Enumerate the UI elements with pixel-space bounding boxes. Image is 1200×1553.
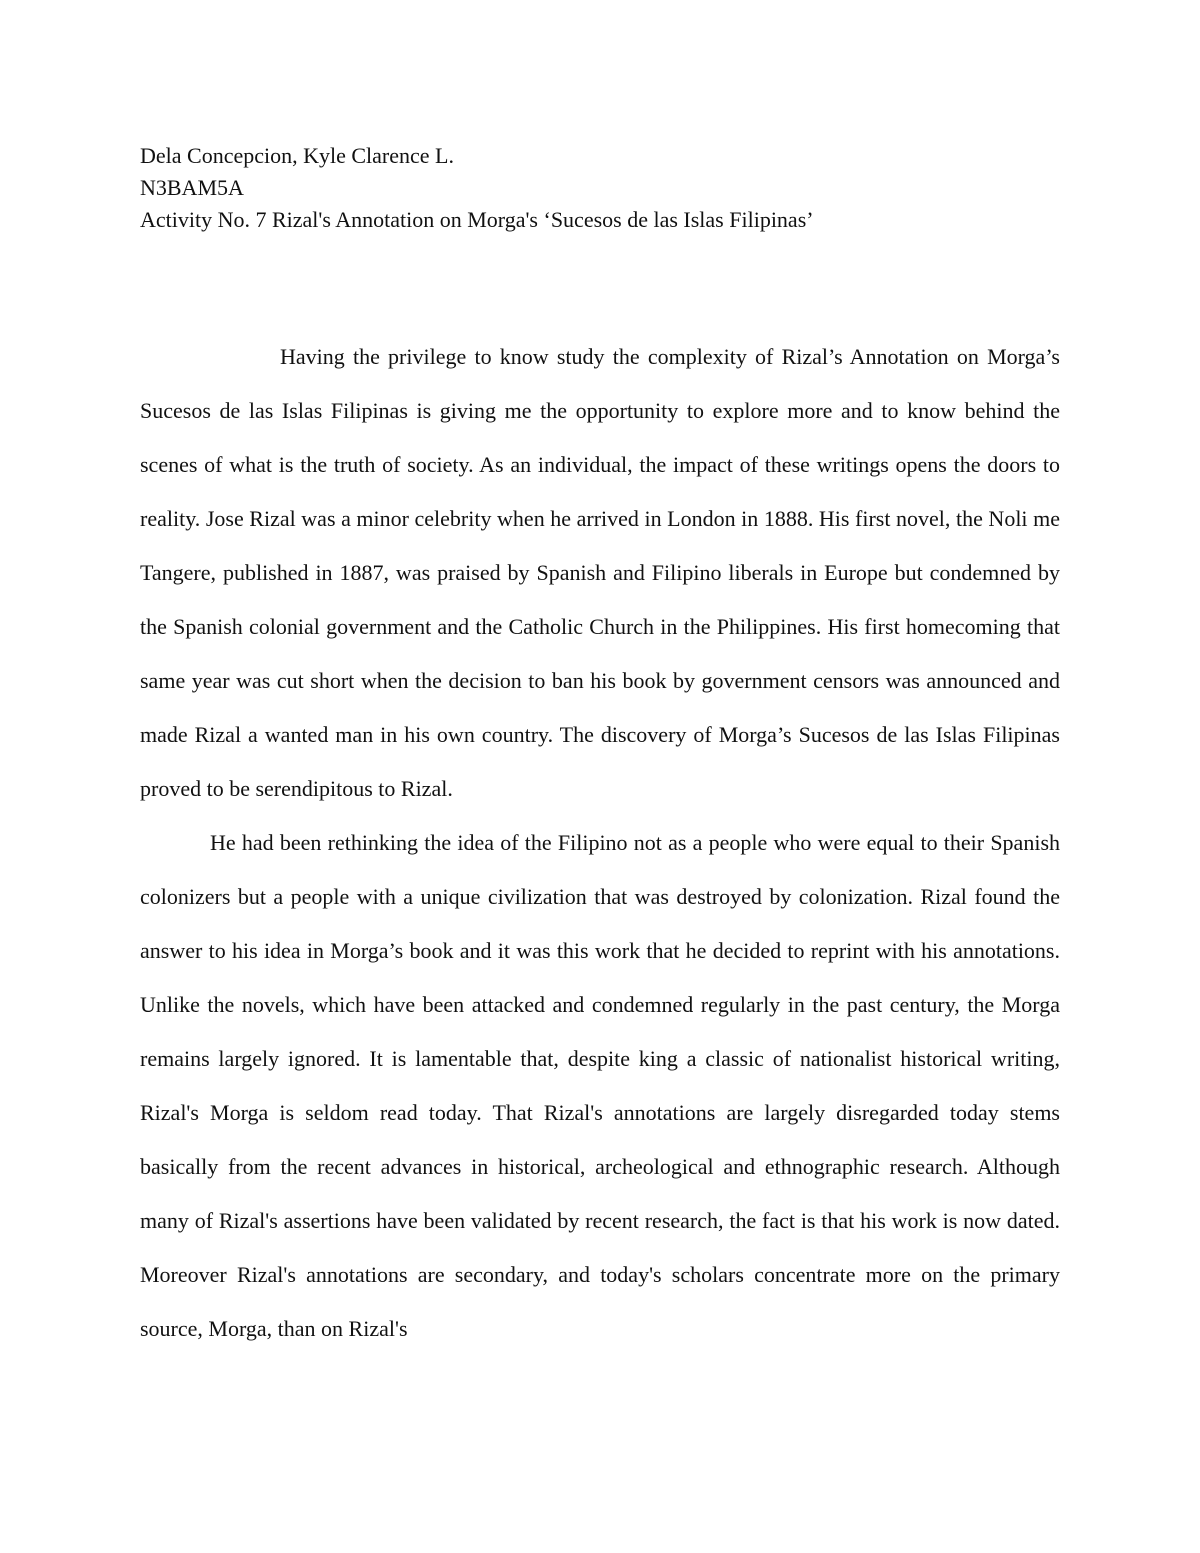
document-body (140, 330, 1060, 1356)
section-code: N3BAM5A (140, 175, 244, 200)
student-name: Dela Concepcion, Kyle Clarence L. (140, 143, 454, 168)
document-header (140, 140, 1060, 236)
paragraph-1: Having the privilege to know study the complexity of Rizal’s Annotation on Morga’s Sucesos de las Islas Filipinas is giving me the opportunity to explore more and to know behind the scenes of what is the truth of society. As an individual, the impact of these writings opens the doors to reality. Jose Rizal was a minor celebrity when he arrived in London in 1888. His first novel, the Noli me Tangere, published in 1887, was praised by Spanish and Filipino liberals in Europe but condemned by the Spanish colonial government and the Catholic Church in the Philippines. His first homecoming that same year was cut short when the decision to ban his book by government censors was announced and made Rizal a wanted man in his own country. The discovery of Morga’s Sucesos de las Islas Filipinas proved to be serendipitous to Rizal. (140, 344, 1060, 801)
paragraph-2: He had been rethinking the idea of the Filipino not as a people who were equal to their Spanish colonizers but a people with a unique civilization that was destroyed by colonization. Rizal found the answer to his idea in Morga’s book and it was this work that he decided to reprint with his annotations. Unlike the novels, which have been attacked and condemned regularly in the past century, the Morga remains largely ignored. It is lamentable that, despite king a classic of nationalist historical writing, Rizal's Morga is seldom read today. That Rizal's annotations are largely disregarded today stems basically from the recent advances in historical, archeological and ethnographic research. Although many of Rizal's assertions have been validated by recent research, the fact is that his work is now dated. Moreover Rizal's annotations are secondary, and today's scholars concentrate more on the primary source, Morga, than on Rizal's (140, 830, 1060, 1341)
activity-title: Activity No. 7 Rizal's Annotation on Morga's ‘Sucesos de las Islas Filipinas’ (140, 207, 814, 232)
